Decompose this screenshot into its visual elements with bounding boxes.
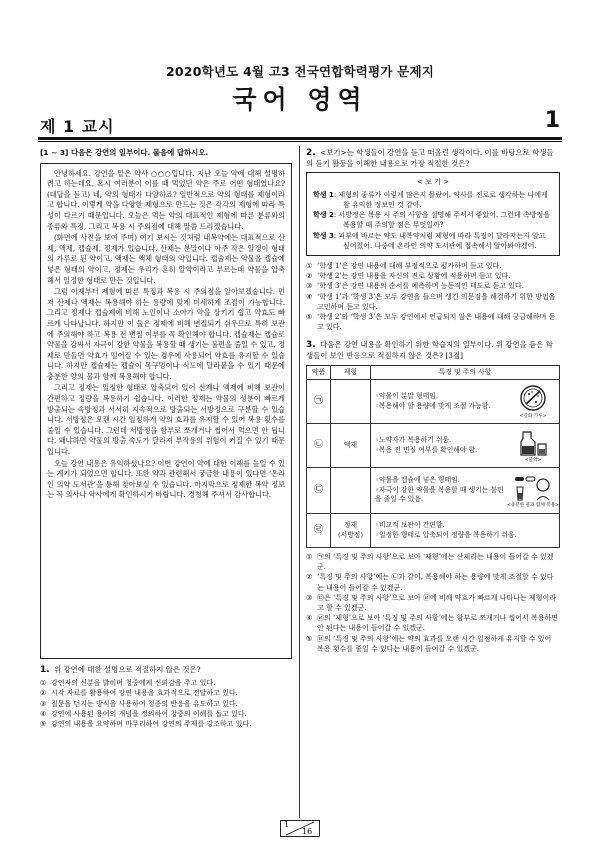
drug-notes xyxy=(371,424,560,468)
drug-table xyxy=(306,365,560,548)
notes-text xyxy=(375,476,511,504)
note-line: ◦복용해야 할 용량에 맞게 조절 가능함. xyxy=(375,401,491,410)
question-1 xyxy=(40,665,292,730)
student-label: 학생 3 xyxy=(313,231,334,240)
image-caption: <강화 가루> xyxy=(519,413,547,419)
option-text: ㉣의 ‘특징 및 주의 사항’에는 약의 효과를 오랜 시간 일정하게 유지할 수 있어 복용 횟수를 줄일 수 있다는 내용이 들어갈 수 있겠군. xyxy=(317,634,552,653)
table-row xyxy=(307,514,560,548)
question-3 xyxy=(306,340,560,654)
footer-page-indicator xyxy=(280,820,320,837)
total-pages: 16 xyxy=(302,827,313,836)
column-header: 제형 xyxy=(331,365,371,379)
option-mark: ② xyxy=(306,573,313,582)
answer-option[interactable] xyxy=(306,261,560,271)
option-mark: ① xyxy=(40,679,47,688)
bogi-item xyxy=(313,231,553,251)
answer-option[interactable] xyxy=(40,699,292,709)
option-text: ‘학생 2’와 ‘학생 3’은 모두 강연에서 언급되지 않은 내용에 대해 궁금해하며 듣고 있다. xyxy=(317,313,556,332)
option-mark: ④ xyxy=(306,292,313,301)
column-header: 특징 및 주의 사항 xyxy=(371,365,560,379)
liquid-medicine-icon xyxy=(517,428,549,458)
question-2 xyxy=(306,148,560,332)
passage-paragraph: 그리고 정제는 일정한 형태로 압축되어 있어 산제나 액제에 비해 보관이 간편하고 정량을 복용하기 쉽습니다. 이러한 정제는 약물의 성분이 빠르게 방출되는 속방정과 서서히 지속적으로 방출되는 서방정으로 구분할 수 있습니다. 서방정은 오랜 시간 일정하게 약의 효과를 유지할 수 있어 복용 횟수를 줄일 수 있습니다. 그런데 서방정을 함부로 쪼개거나 씹어서 먹으면 안 됩니다. 왜냐하면 약물의 방출 속도가 달라져 부작용의 위험이 커질 수 있기 때문입니다. xyxy=(47,383,285,457)
powder-illustration xyxy=(511,384,555,420)
answer-option[interactable] xyxy=(306,312,560,332)
drug-notes xyxy=(371,468,560,514)
option-text: 강연의 내용을 요약하며 마무리하여 강연의 주제를 강조하고 있다. xyxy=(51,720,252,728)
note-line: ◦자극이 강한 약물을 복용할 때 생기는 불편을 줄일 수 있음. xyxy=(375,485,504,504)
option-text: 질문을 던지는 방식을 사용하여 청중의 반응을 유도하고 있다. xyxy=(51,699,238,708)
drug-symbol: ㉣ xyxy=(307,514,331,548)
question-text: <보기>는 학생들이 강연을 듣고 떠올린 생각이다. 이를 바탕으로 학생들의 듣기 활동을 이해한 내용으로 가장 적절한 것은? xyxy=(306,148,554,168)
page-number: 1 xyxy=(544,108,560,133)
option-mark: ② xyxy=(40,689,47,698)
subject-title: 국어 영역 xyxy=(232,85,368,114)
bogi-title: < 보 기 > xyxy=(417,178,449,187)
drug-symbol: ㉢ xyxy=(307,468,331,514)
notes-text xyxy=(375,392,511,411)
powder-scale-icon xyxy=(517,384,549,414)
current-page: 1 xyxy=(284,820,290,829)
answer-option[interactable] xyxy=(40,709,292,719)
answer-option[interactable] xyxy=(306,593,560,613)
option-text: ㉠의 ‘특징 및 주의 사항’으로 보아 ‘제형’에는 산제라는 내용이 들어갈 수 있겠군. xyxy=(317,553,554,572)
option-mark: ② xyxy=(306,272,313,281)
option-mark: ③ xyxy=(306,282,313,291)
bogi-item xyxy=(313,210,553,230)
student-comment: : 피부에 바르는 약도 내복약처럼 제형에 따라 특징이 달라지는지 알고 싶어졌어. 나중에 온라인 의약 도서관에 접속해서 알아봐야겠어. xyxy=(333,231,546,250)
question-stem xyxy=(40,665,292,676)
option-mark: ⑤ xyxy=(40,720,47,728)
option-text: 강연에 사용된 용어의 개념을 정의하여 청중의 이해를 돕고 있다. xyxy=(51,709,247,718)
answer-option[interactable] xyxy=(306,552,560,572)
table-row xyxy=(307,380,560,424)
option-text: 강연자의 신분을 밝히며 청중에게 신뢰감을 주고 있다. xyxy=(51,679,216,688)
drug-form: 액제 xyxy=(331,424,371,468)
answer-option[interactable] xyxy=(306,292,560,312)
notes-wrap xyxy=(375,473,560,509)
answer-option[interactable] xyxy=(40,678,292,688)
passage-paragraph: (화면에 사진을 보여 주며) 여기 보시는 것처럼 내복약에는 대표적으로 산제, 액제, 캡슐제, 정제가 있습니다. 산제는 분말이나 아주 작은 알갱이 형태의 가루로 된 약이고, 액제는 액체 형태의 약입니다. 캡슐제는 약물을 캡슐에 넣은 형태의 약이고, 정제는 우리가 흔히 알약이라고 부르는데 약물을 압축해서 일정한 형태로 만든 것입니다. xyxy=(47,233,285,285)
left-column xyxy=(40,148,292,729)
capsule-water-icon xyxy=(513,473,553,503)
answer-option[interactable] xyxy=(40,688,292,698)
note-line: ◦약물을 캡슐에 넣은 형태임. xyxy=(375,476,460,485)
note-line: ◦비교적 보관이 간편함. xyxy=(375,521,445,530)
notes-wrap xyxy=(375,384,555,420)
notes-wrap xyxy=(375,428,555,464)
passage-paragraph: 오늘 강연 내용은 유익하셨나요? 이번 강연이 약에 대한 이해를 높일 수 있는 계기가 되었으면 합니다. 또한 약과 관련해서 궁금한 내용이 있다면 ‘온라인 의약 도서관’을 통해 찾아보실 수 있습니다. 마지막으로 정제한 복약 정보는 꼭 의사나 약사에게 확인하시기 바랍니다. 경청해 주셔서 감사합니다. xyxy=(47,458,285,500)
option-mark: ④ xyxy=(40,709,47,718)
image-caption: <충분한 물과 함께 복용> xyxy=(506,502,560,508)
note-line: ◦복용 전 변질 여부를 확인해야 함. xyxy=(375,445,478,454)
option-text: ‘특징 및 주의 사항’에는 ㉡과 같이, 복용해야 하는 용량에 맞게 조절할 수 있다는 내용이 들어갈 수 있겠군. xyxy=(317,573,554,592)
capsule-illustration xyxy=(506,473,560,509)
drug-notes xyxy=(371,380,560,424)
student-comment: : 서방정은 복용 시 주의 사항을 설명해 주셔서 좋았어. 그런데 속방정을 복용할 때 주의할 점은 무엇일까? xyxy=(333,211,551,230)
liquid-illustration xyxy=(511,428,555,464)
passage-paragraph: 안녕하세요. 강연을 맡은 약사 ○○○입니다. 지난 오늘 약에 대해 설명하려고 하는데요, 혹시 여러분이 이를 때 먹었던 약은 주로 어떤 형태였나요? (대답을 듣고) 네, 약의 형태가 다양하죠? 일반적으로 약의 형태를 제형이라고 합니다. 이렇게 약을 다양한 제형으로 만드는 것은 각각의 제형에 따라 특성이 다르기 때문입니다. 오늘은 먹는 약의 대표적인 제형에 따른 분류와의 종류와 특징, 그리고 복용 시 주의점에 대해 말씀 드리겠습니다. xyxy=(47,168,285,231)
notes-text xyxy=(375,436,511,455)
drug-notes xyxy=(371,514,560,548)
drug-symbol: ㉠ xyxy=(307,380,331,424)
exam-title: 2020학년도 4월 고3 전국연합학력평가 문제지 xyxy=(166,64,434,79)
passage-paragraph: 그럼 이제부터 제형에 따른 특징과 복용 시 주의점을 알아보겠습니다. 먼저 산제나 액제는 복용해야 하는 용량에 맞게 미세하게 조절이 가능합니다. 그리고 정제나 캡슐제에 비해 노인이나 소아가 약을 삼키기 쉽고 약효도 빠르게 나타납니다. 하지만 이 둘은 정제에 비해 변질되기 쉬우므로 특히 보관에 주의해야 하고 복용 전 변질 여부를 꼭 확인해야 합니다. 캡슐제는 캡슐로 약물을 감싸서 자극이 강한 약물을 복용할 때 생기는 불편을 줄일 수 있고, 정제로 만들면 약효가 떨어질 수 있는 경우에 사용되어 약효를 유지할 수 있습니다. 하지만 캡슐제는 캡슐이 목구멍이나 식도에 달라붙을 수 있기 때문에 충분한 양의 물과 함께 복용해야 합니다. xyxy=(47,287,285,381)
session-label: 제 1 교시 xyxy=(40,117,115,136)
option-text: ‘학생 1’은 강연 내용에 대해 부정적으로 평가하며 듣고 있다. xyxy=(317,262,502,270)
bogi-box xyxy=(306,172,560,256)
note-line: ◦일정한 형태로 압축되어 정량을 복용하기 쉬움. xyxy=(375,530,517,539)
option-text: ㉣의 ‘제형’으로 보아 ‘특징 및 주의 사항’에는 함부로 쪼개거나 씹어서 복용하면 안 된다는 내용이 들어갈 수 있겠군. xyxy=(317,614,559,633)
bogi-item xyxy=(313,190,553,210)
right-column xyxy=(306,148,560,654)
question-text: 다음은 강연 내용을 확인하기 위한 학습지의 일부이다. 위 강연을 듣은 학생들이 보인 반응으로 적절하지 않은 것은? [3점] xyxy=(306,340,553,361)
drug-form xyxy=(331,468,371,514)
answer-option[interactable] xyxy=(306,634,560,654)
column-header: 약품 xyxy=(307,365,331,379)
option-mark: ⑤ xyxy=(306,634,313,643)
option-text: ‘학생 2’는 강연 내용을 자신의 진로 상황에 적용하며 듣고 있다. xyxy=(317,272,511,281)
answer-option[interactable] xyxy=(40,719,292,729)
question-number: 3. xyxy=(306,340,316,351)
drug-form xyxy=(331,380,371,424)
question-stem xyxy=(306,340,560,361)
header-rule xyxy=(38,137,562,140)
answer-option[interactable] xyxy=(306,613,560,633)
note-line: ◦약물이 분말 형태임. xyxy=(375,392,439,401)
table-row xyxy=(307,468,560,514)
answer-option[interactable] xyxy=(306,572,560,592)
lecture-passage xyxy=(40,163,292,659)
group-heading: [1 ~ 3] 다음은 강연의 일부이다. 물음에 답하시오. xyxy=(40,148,209,157)
answer-option[interactable] xyxy=(306,281,560,291)
option-mark: ③ xyxy=(306,593,313,602)
question-number: 2. xyxy=(306,148,316,158)
option-mark: ① xyxy=(306,262,313,270)
header-rule-thin xyxy=(38,141,562,142)
table-row xyxy=(307,424,560,468)
option-text: ‘학생 1’과 ‘학생 3’은 모두 강연을 들으며 생긴 의문점을 해결하기 위한 방법을 고민하며 듣고 있다. xyxy=(317,292,556,311)
column-divider xyxy=(299,146,300,818)
student-comment: : 제형의 종류가 이렇게 많은지 몰랐어. 약사를 진로로 생각하는 나에게 참 유익한 정보인 것 같아. xyxy=(333,190,548,209)
option-text: ‘학생 3’은 강연 내용의 순서를 예측하며 능동적인 태도로 듣고 있다. xyxy=(317,282,524,291)
student-label: 학생 2 xyxy=(313,211,334,220)
answer-option[interactable] xyxy=(306,271,560,281)
option-mark: ⑤ xyxy=(306,313,313,322)
question-text: 위 강연에 대한 설명으로 적절하지 않은 것은? xyxy=(54,664,201,674)
option-mark: ① xyxy=(306,553,313,562)
option-text: ㉢은 ‘특징 및 주의 사항’으로 보아 ㉣에 비해 약효가 빠르게 나타나는 제형이라고 할 수 있겠군. xyxy=(317,593,557,613)
student-label: 학생 1 xyxy=(313,190,334,199)
option-mark: ④ xyxy=(306,614,313,623)
option-text: 시각 자료를 활용하여 강연 내용을 효과적으로 전달하고 있다. xyxy=(51,689,238,698)
drug-symbol: ㉡ xyxy=(307,424,331,468)
table-header-row xyxy=(307,365,560,379)
option-mark: ③ xyxy=(40,699,47,708)
note-line: ◦노약자가 복용하기 쉬움. xyxy=(375,436,452,445)
drug-form: 정제 (서방정) xyxy=(331,514,371,548)
image-caption: <물약> xyxy=(524,457,542,463)
question-stem xyxy=(306,148,560,169)
question-number: 1. xyxy=(40,664,50,675)
